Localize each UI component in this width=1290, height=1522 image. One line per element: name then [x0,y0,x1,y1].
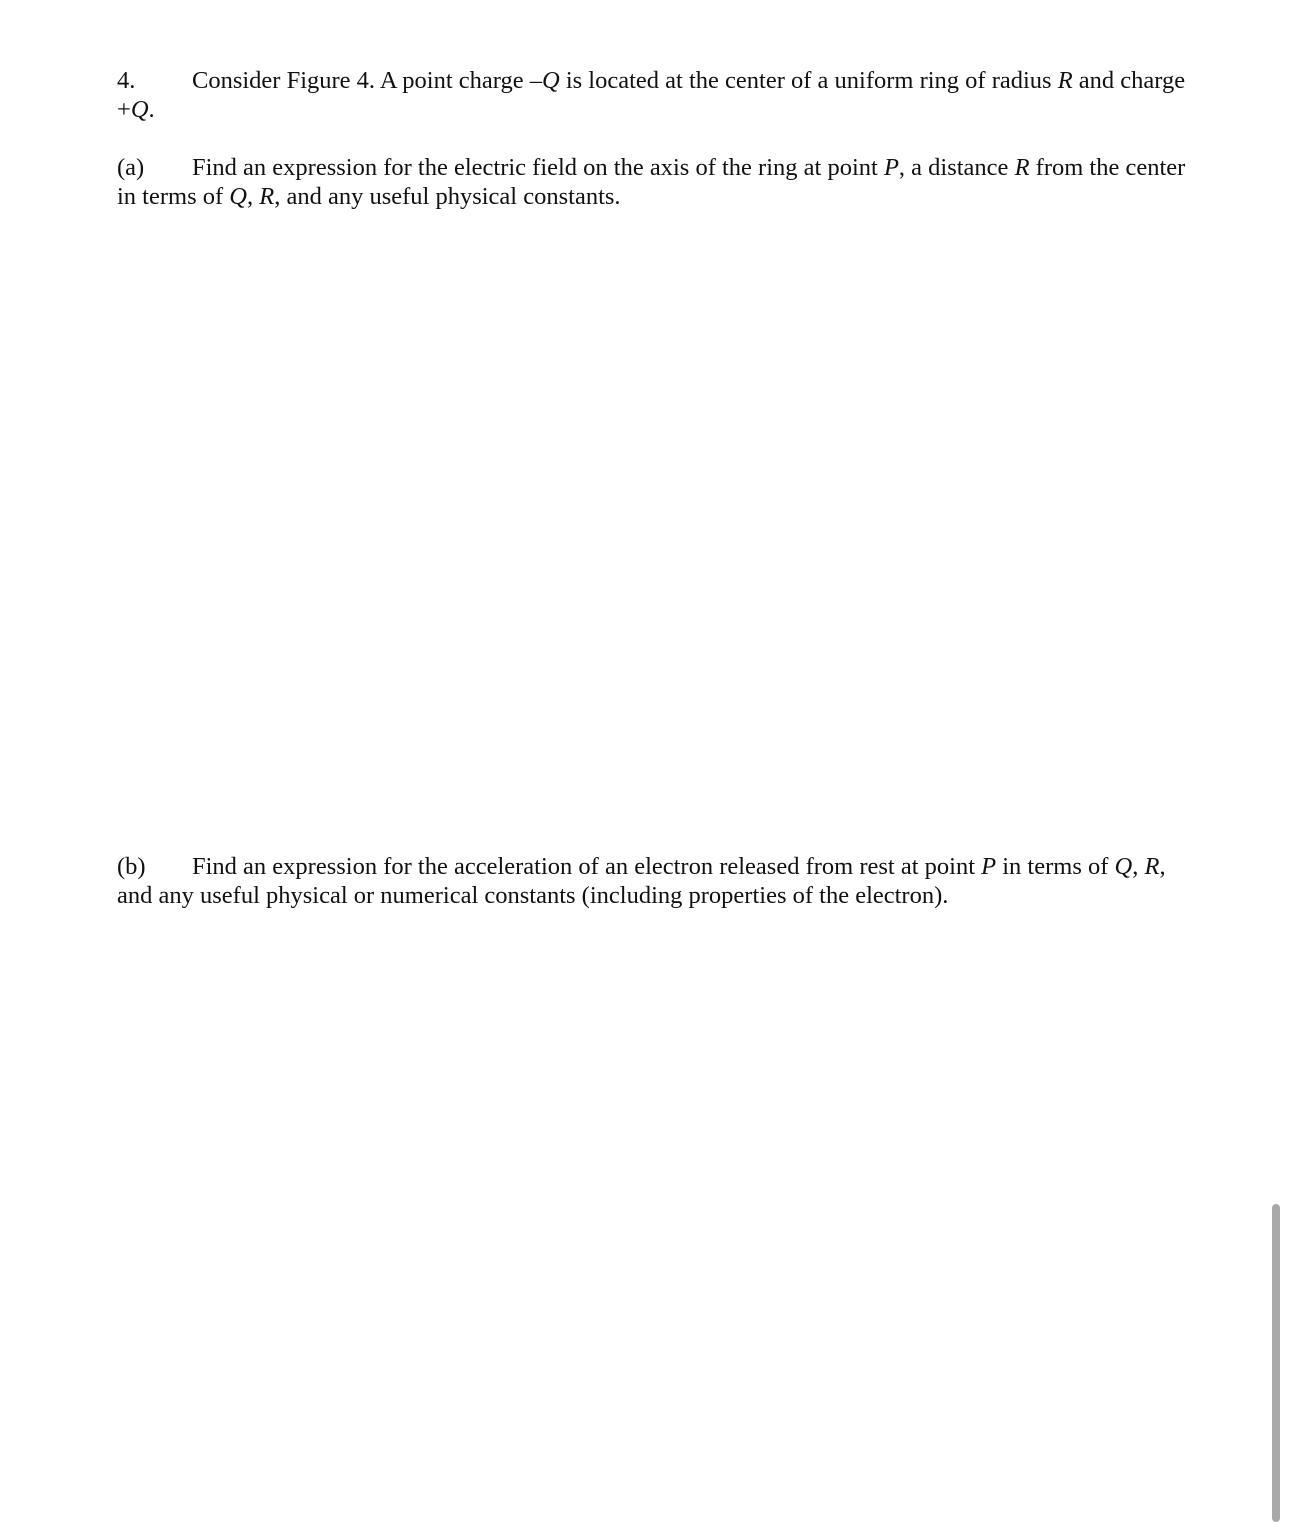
intro-text-1: Consider Figure 4. A point charge – [192,67,542,94]
part-a-var-q: Q [229,183,247,210]
part-a-var-r2: R [259,183,275,210]
part-a-var-p: P [883,154,899,181]
part-a-question [117,153,1197,211]
part-b-text-3: , [1132,853,1145,880]
part-b-question [117,852,1197,910]
intro-text-3: and charge + [117,67,1186,123]
vertical-scrollbar[interactable] [1270,1200,1282,1522]
part-b-text-1: Find an expression for the acceleration of an electron released from rest at point [192,853,982,880]
part-b-var-r: R [1144,853,1160,880]
part-b-var-q: Q [1114,853,1133,880]
part-a-label: (a) [117,154,145,181]
part-b-label: (b) [117,853,146,880]
intro-text-2: is located at the center of a uniform ring of radius [559,67,1058,94]
part-a-text-1: Find an expression for the electric field on the axis of the ring at point [192,154,884,181]
intro-var-q2: Q [130,96,149,123]
part-a-var-r: R [1014,154,1030,181]
part-b-text-4: , and any useful physical or numerical constants (including properties of the electron). [117,853,1166,909]
intro-text-4: . [148,96,155,123]
part-b-var-p: P [981,853,997,880]
part-a-text-4: , [246,183,260,210]
part-a-text-3: from the center in terms of [117,154,1186,210]
intro-var-r: R [1057,67,1073,94]
part-b-text-2: in terms of [996,853,1115,880]
intro-var-q: Q [542,67,560,94]
part-a-text-5: , and any useful physical constants. [274,183,621,210]
problem-number: 4. [117,67,136,94]
scrollbar-thumb[interactable] [1272,1204,1280,1522]
problem-4-statement [117,66,1197,124]
part-a-text-2: , a distance [898,154,1015,181]
